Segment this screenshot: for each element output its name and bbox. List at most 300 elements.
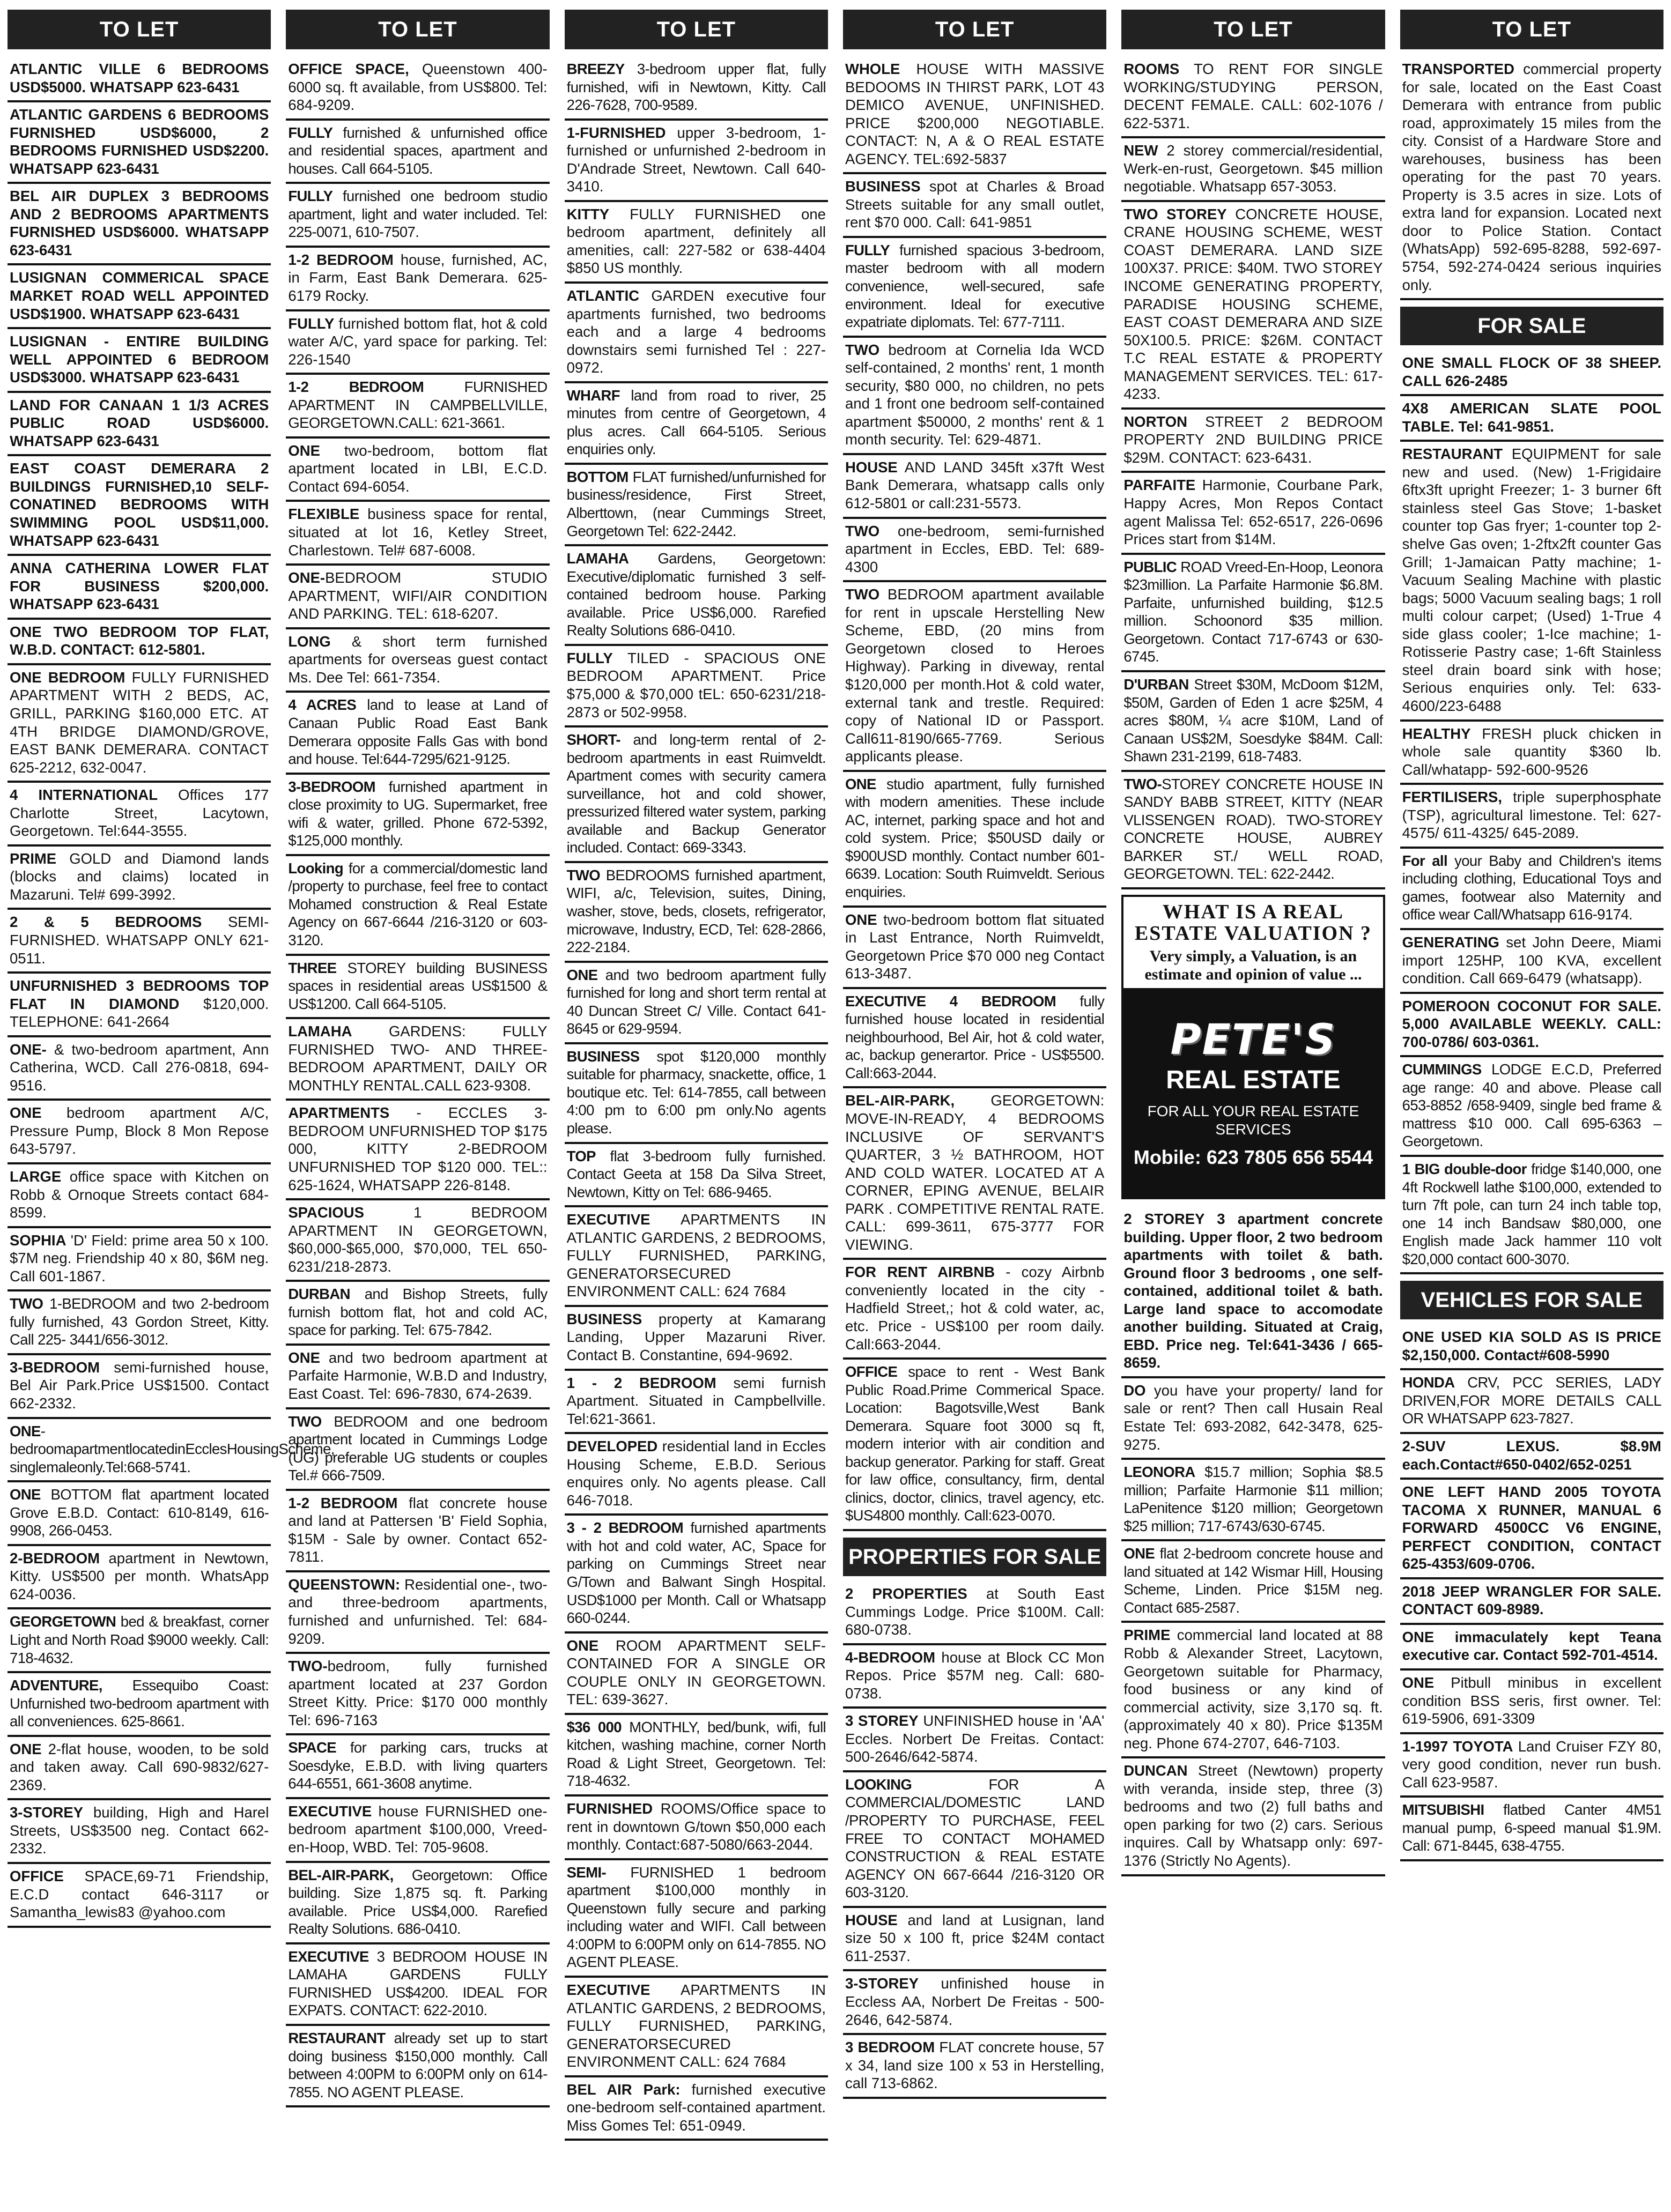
ad-text: CRV, PCC SERIES, LADY DRIVEN,FOR MORE DETAILS CALL OR WHATSAPP 623-7827. (1402, 1374, 1661, 1427)
ad-lead: NORTON (1123, 413, 1187, 430)
ad-text: ONE USED KIA SOLD AS IS PRICE $2,150,000. Contact#608-5990 (1402, 1328, 1661, 1363)
ad-lead: THREE (288, 959, 337, 976)
classified-ad (843, 1908, 1106, 1972)
classified-ad (8, 556, 271, 620)
classified-ad (1400, 1579, 1663, 1625)
classifieds-page (8, 10, 1663, 2206)
ad-lead: HONDA (1402, 1374, 1455, 1391)
ad-lead: FOR RENT AIRBNB (845, 1264, 995, 1281)
classified-ad (1400, 396, 1663, 442)
classified-ad (843, 772, 1106, 908)
ad-text: for a commercial/domestic land /property to purchase, feel free to contact Mohamed construction & Real Estate Agency on 667-6644 /216-3120 or 603-3120. (288, 859, 548, 948)
ad-lead: ONE- (288, 569, 326, 587)
ad-lead: FULLY (288, 188, 333, 205)
ad-text: 4X8 AMERICAN SLATE POOL TABLE. Tel: 641-9851. (1402, 400, 1661, 435)
classified-ad (8, 665, 271, 783)
ad-text: GARDENS: FULLY FURNISHED TWO- AND THREE-BEDROOM APARTMENT, DAILY OR MONTHLY RENTAL.CALL 623-9308. (288, 1023, 548, 1094)
classified-ad (1400, 1434, 1663, 1480)
ad-lead: 2 STOREY 3 apartment concrete building. (1123, 1210, 1383, 1245)
classified-ad (565, 1434, 828, 1516)
ad-text: bedroom, fully furnished apartment located at 237 Gordon Street Kitty. Price: $170 000 monthly Tel: 696-7163 (288, 1658, 548, 1728)
ad-text: property at Kamarang Landing, Upper Mazaruni River. Contact B. Constantine, 694-9692. (566, 1310, 826, 1363)
ad-lead: 4 ACRES (288, 696, 357, 714)
ad-text: BEDROOM and one bedroom apartment located in Cummings Lodge (UG) preferable UG students or couples Tel.# 666-7509. (288, 1413, 548, 1484)
ad-lead: LOOKING (845, 1776, 912, 1793)
vehicles-for-sale-ads (1400, 1325, 1663, 1861)
ad-text: APARTMENTS IN ATLANTIC GARDENS, 2 BEDROOMS, FULLY FURNISHED, PARKING, GENERATORSECURED ENVIRONMENT CALL: 624 7684 (566, 1981, 826, 2070)
ad-lead: HOUSE (845, 1911, 898, 1928)
promo-brand-logo: PETE'S (1170, 1016, 1336, 1065)
classified-ad (8, 783, 271, 847)
ad-text: UNFINISHED house in 'AA' Eccles. Norbert De Freitas. Contact: 500-2646/642-5874. (845, 1712, 1105, 1765)
classified-ad (286, 375, 549, 439)
ad-lead: OFFICE (845, 1363, 898, 1380)
promo-body (1123, 988, 1382, 1197)
ad-lead: WHOLE (845, 61, 900, 77)
promo-header (1123, 897, 1382, 988)
ad-lead: 1-2 BEDROOM (288, 251, 394, 268)
classified-ad (8, 265, 271, 329)
ad-lead: RESTAURANT (288, 2029, 386, 2046)
ad-lead: ONE (288, 442, 320, 459)
ad-text: HOUSE WITH MASSIVE BEDOOMS IN THIRST PARK, LOT 43 DEMICO AVENUE, UNFINISHED. PRICE $200,000 NEGOTIABLE. CONTACT: N, A & O REAL ESTATE AGENCY. TEL:692-5837 (845, 61, 1105, 167)
ad-text: Land Cruiser FZY 80, very good condition, never run bush. Call 623-9587. (1402, 1738, 1661, 1791)
classified-ad (1400, 722, 1663, 785)
column-2 (286, 10, 549, 2206)
classified-ad (286, 693, 549, 774)
ad-lead: 1-FURNISHED (566, 124, 666, 141)
promo-phone: Mobile: 623 7805 656 5544 (1133, 1146, 1373, 1169)
ad-lead: KITTY (566, 205, 610, 222)
ad-text: furnished executive one-bedroom self-contained apartment. Miss Gomes Tel: 651-0949. (566, 2081, 826, 2134)
ad-lead: GEORGETOWN (10, 1613, 116, 1630)
classified-ad (286, 1491, 549, 1572)
classified-ad (286, 184, 549, 248)
ad-text: 3-bedroom upper flat, fully furnished, wifi in Newtown, Kitty. Call 226-7628, 700-9589. (566, 61, 826, 114)
ad-text: BEDROOMS furnished apartment, WIFI, a/c, Television, suites, Dining, washer, stove, beds, closets, refrigerator, microwave, Industry, ECD, Tel: 628-2866, 222-2184. (566, 866, 826, 956)
classified-ad (1121, 202, 1385, 410)
classified-ad (1400, 849, 1663, 930)
ad-lead: ONE (10, 1104, 42, 1122)
ad-lead: RESTAURANT (1402, 446, 1503, 463)
classified-ad (1400, 1157, 1663, 1274)
ad-lead: 3 - 2 BEDROOM (566, 1519, 684, 1536)
classified-ad (565, 646, 828, 728)
section-heading-properties-for-sale: PROPERTIES FOR SALE (843, 1538, 1106, 1576)
classified-ad (565, 1371, 828, 1435)
classified-ad (843, 1582, 1106, 1645)
classified-ad (286, 502, 549, 566)
ad-lead: ROOMS (1123, 61, 1180, 77)
classified-ad (565, 1715, 828, 1797)
ad-text: LODGE E.C.D, Preferred age range: 40 and above. Please call 653-8852 /658-9409, single bed frame & mattress $10 000. Call 695-6363 – Georgetown. (1402, 1061, 1661, 1150)
ad-text: furnished one bedroom studio apartment, light and water included. Tel: 225-0071, 610-7507. (288, 188, 548, 241)
ad-text: flatbed Canter 4M51 manual pump, 6-speed manual $1.9M. Call: 671-8445, 638-4755. (1402, 1801, 1661, 1854)
column-header: TO LET (565, 10, 828, 49)
column-header: TO LET (8, 10, 271, 49)
ad-text: and land at Lusignan, land size 50 x 100 ft, price $24M contact 611-2537. (845, 1911, 1105, 1964)
ad-list (843, 57, 1106, 2206)
classified-ad (286, 1101, 549, 1200)
classified-ad (8, 1482, 271, 1546)
ad-lead: BUSINESS (845, 178, 921, 195)
ad-lead: PUBLIC (1123, 558, 1177, 575)
ad-lead: FLEXIBLE (288, 506, 360, 523)
ad-text: Street $30M, McDoom $12M, $50M, Garden of Eden 1 acre $25M, 4 acres $80M, ¼ acre $10M, Land of Canaan US$2M, Soesdyke $84M. Call: Shawn 231-2199, 618-7483. (1123, 676, 1383, 765)
classified-ad (8, 393, 271, 457)
ad-list (286, 57, 549, 2206)
classified-ad (1121, 57, 1385, 138)
classified-ad (565, 284, 828, 383)
classified-ad (8, 1546, 271, 1610)
ad-text: for parking cars, trucks at Soesdyke, E.B.D. with living quarters 644-6551, 661-3608 anytime. (288, 1739, 548, 1792)
ad-text: ONE LEFT HAND 2005 TOYOTA TACOMA X RUNNER, MANUAL 6 FORWARD 4500CC V6 ENGINE, PERFECT CONDITION, CONTACT 625-4353/609-0706. (1402, 1483, 1661, 1572)
ad-text: FLAT furnished/unfurnished for business/residence, First Street, Alberttown, (near Cummings Street, Georgetown Tel: 622-2442. (566, 468, 826, 539)
classified-ad (565, 1144, 828, 1208)
ad-lead: BEL AIR Park: (566, 2081, 681, 2098)
classified-ad (8, 1037, 271, 1101)
section-heading-vehicles-for-sale: VEHICLES FOR SALE (1400, 1281, 1663, 1319)
ad-text: AND LAND 345ft x37ft West Bank Demerara, whatsapp calls only 612-5801 or call:231-5573. (845, 458, 1105, 512)
ad-lead: 3-BEDROOM (288, 778, 375, 795)
classified-ad (8, 1864, 271, 1928)
classified-ad (1400, 1671, 1663, 1734)
ad-text: commercial land located at 88 Robb & Alexander Street, Lacytown, Georgetown suitable for Pharmacy, food business or any kind of commercial activity, size 3,170 sq. ft. (approximately 40 x 80). Price $135M neg. Phone 674-2707, 646-7103. (1123, 1627, 1383, 1751)
ad-list (565, 57, 828, 2206)
classified-ad (286, 1409, 549, 1491)
ad-lead: BEL-AIR-PARK, (288, 1866, 394, 1883)
classified-ad (1400, 994, 1663, 1058)
ad-lead: LAMAHA (566, 550, 629, 567)
ad-lead: TWO- (1123, 775, 1162, 792)
ad-text: FLAT concrete house, 57 x 34, land size 100 x 53 in Herstelling, call 713-6862. (845, 2039, 1105, 2092)
ad-text: APARTMENTS IN ATLANTIC GARDENS, 2 BEDROOMS, FULLY FURNISHED, PARKING, GENERATORSECURED ENVIRONMENT CALL: 624 7684 (566, 1211, 826, 1300)
ad-text: two-bedroom, bottom flat apartment located in LBI, E.C.D. Contact 694-6054. (288, 442, 548, 495)
ad-lead: ONE (845, 911, 877, 928)
ad-lead: ONE (1402, 1674, 1435, 1691)
ad-text: TO RENT FOR SINGLE WORKING/STUDYING PERSON, DECENT FEMALE. CALL: 602-1076 / 622-5371. (1123, 61, 1383, 131)
to-let-ads (1121, 57, 1385, 889)
ad-lead: TWO STOREY (1123, 205, 1227, 222)
ad-lead: 3-BEDROOM (10, 1359, 100, 1376)
classified-ad (843, 2035, 1106, 2099)
ad-lead: EXECUTIVE (288, 1802, 372, 1820)
ad-text: and long-term rental of 2-bedroom apartments in east Ruimveldt. Apartment comes with security camera surveillance, hot and cold shower, pressurized filtered water system, parking available and Backup Generator included. Contact: 669-3343. (566, 731, 826, 856)
ad-text: unfinished house in Eccless AA, Norbert De Freitas - 500-2646, 642-5874. (845, 1975, 1105, 2028)
classified-ad (1400, 351, 1663, 396)
ad-lead: BUSINESS (566, 1310, 642, 1327)
ad-text: studio apartment, fully furnished with modern amenities. These include AC, internet, parking space and hot and cold system. Price; $50USD daily or $900USD monthly. Contact number 601-6639. Location: South Ruimveldt. Serious enquiries. (845, 775, 1105, 900)
ad-text: BEDROOM STUDIO APARTMENT, WIFI/AIR CONDITION AND PARKING. TEL: 618-6207. (288, 569, 548, 622)
classified-ad (286, 856, 549, 956)
ad-lead: 4 INTERNATIONAL (10, 786, 158, 804)
ad-lead: LARGE (10, 1168, 62, 1185)
ad-text: Offices 177 Charlotte Street, Lacytown, Georgetown. Tel:644-3555. (10, 786, 269, 840)
classified-ad (286, 311, 549, 375)
classified-ad (565, 1044, 828, 1144)
classified-ad (286, 956, 549, 1020)
ad-text: furnished bottom flat, hot & cold water A/C, yard space for parking. Tel: 226-1540 (288, 315, 548, 368)
classified-ad (8, 329, 271, 393)
ad-lead: APARTMENTS (288, 1104, 390, 1122)
classified-ad (565, 465, 828, 546)
classified-ad (1121, 1758, 1385, 1876)
ad-text: FULLY FURNISHED one bedroom apartment, definitely all amenities, call: 227-582 or 638-4404 $850 US monthly. (566, 205, 826, 277)
ad-text: GEORGETOWN: MOVE-IN-READY, 4 BEDROOMS INCLUSIVE OF SERVANT'S QUARTER, 3 ½ BATHROOM, HOT AND COLD WATER. LOCATED AT A CORNER, EPING AVENUE, BELAIR PARK . COMPETITIVE RENTAL RATE. CALL: 699-3611, 675-3777 FOR VIEWING. (845, 1092, 1105, 1253)
ad-text: -bedroomapartmentlocatedinEcclesHousingScheme, singlemaleonly.Tel:668-5741. (10, 1422, 335, 1475)
ad-lead: SPACIOUS (288, 1204, 364, 1221)
classified-ad (286, 439, 549, 502)
to-let-ads (1400, 57, 1663, 300)
ad-text: & short term furnished apartments for overseas guest contact Ms. Dee Tel: 661-7354. (288, 633, 548, 686)
ad-lead: OFFICE SPACE, (288, 61, 409, 77)
ad-text: space to rent - West Bank Public Road.Prime Commerical Space. Location: Bagotsville,West Bank Demerara. Square foot 3000 sq ft, modern interior with air condition and backup generator. Parking for staff. Great for law office, consultancy, firm, dental clinics, doctor, clinics, travel agency, etc. $US4800 monthly. Call:623-0070. (845, 1363, 1105, 1524)
classified-ad (843, 1645, 1106, 1709)
ad-text: house FURNISHED one-bedroom apartment $100,000, Vreed-en-Hoop, WBD. Tel: 705-9608. (288, 1802, 548, 1856)
column-header: TO LET (843, 10, 1106, 49)
ad-text: already set up to start doing business $150,000 monthly. Call between 4:00PM to 6:00PM only on 614-7855. NO AGENT PLEASE. (288, 2029, 548, 2100)
classified-ad (565, 546, 828, 646)
ad-lead: ONE (10, 1422, 41, 1439)
column-4 (843, 10, 1106, 2206)
ad-text: one-bedroom, semi-furnished apartment in Eccles, EBD. Tel: 689-4300 (845, 522, 1105, 575)
ad-lead: LONG (288, 633, 331, 650)
ad-lead: 3-STOREY (845, 1975, 919, 1992)
classified-ad (286, 1019, 549, 1101)
column-header: TO LET (286, 10, 549, 49)
more-real-estate-ads (1121, 1207, 1385, 1876)
ad-lead: DEVELOPED (566, 1438, 658, 1455)
ad-text: Gardens, Georgetown: Executive/diplomatic furnished 3 self-contained bedroom house. Parking available. Price US$6,000. Rarefied Realty Solutions 686-0410. (566, 550, 826, 639)
ad-lead: 1-2 BEDROOM (288, 1494, 398, 1511)
classified-ad (8, 1228, 271, 1292)
ad-text: LUSIGNAN COMMERICAL SPACE MARKET ROAD WELL APPOINTED USD$1900. WHATSAPP 623-6431 (10, 269, 269, 322)
ad-lead: 2 PROPERTIES (845, 1585, 967, 1602)
column-3 (565, 10, 828, 2206)
ad-list (1400, 57, 1663, 2206)
ad-text: flat 2-bedroom concrete house and land situated at 142 Wismar Hill, Housing Scheme, Linden. Price $15M neg. Contact 685-2587. (1123, 1545, 1383, 1616)
ad-lead: DUNCAN (1123, 1762, 1188, 1779)
classified-ad (8, 1800, 271, 1864)
ad-lead: QUEENSTOWN: (288, 1576, 401, 1593)
ad-text: $15.7 million; Sophia $8.5 million; Parfaite Harmonie $11 million; LaPenitence $120 million; Georgetown $25 million; 717-6743/630-6745. (1123, 1464, 1383, 1534)
classified-ad (8, 184, 271, 265)
ad-text: FURNISHED APARTMENT IN CAMPBELLVILLE, GEORGETOWN.CALL: 621-3661. (288, 378, 548, 432)
classified-ad (565, 383, 828, 465)
classified-ad (8, 974, 271, 1037)
ad-text: POMEROON COCONUT FOR SALE. 5,000 AVAILABLE WEEKLY. CALL: 700-0786/ 603-0361. (1402, 997, 1661, 1050)
ad-text: you have your property/ land for sale or rent? Then call Husain Real Estate Tel: 693-2082, 642-3478, 625-9275. (1123, 1382, 1383, 1453)
ad-text: 2018 JEEP WRANGLER FOR SALE. CONTACT 609-8989. (1402, 1583, 1661, 1618)
classified-ad (1400, 442, 1663, 721)
ad-text: SEMI-FURNISHED. WHATSAPP ONLY 621-0511. (10, 914, 269, 967)
ad-lead: TWO (10, 1295, 43, 1312)
ad-lead: ATLANTIC (566, 287, 640, 305)
ad-text: and two bedroom apartment at Parfaite Harmonie, W.B.D and Industry, East Coast. Tel: 696-7830, 674-2639. (288, 1349, 548, 1402)
ad-text: ROOM APARTMENT SELF-CONTAINED FOR A SINGLE OR COUPLE ONLY IN GEORGETOWN. TEL: 639-3627. (566, 1637, 826, 1708)
ad-lead: ONE (288, 1349, 320, 1366)
classified-ad (565, 1634, 828, 1715)
ad-lead: SHORT- (566, 731, 620, 748)
classified-ad (843, 1772, 1106, 1908)
classified-ad (565, 863, 828, 963)
ad-lead: LAMAHA (288, 1023, 352, 1040)
ad-text: LAND FOR CANAAN 1 1/3 ACRES PUBLIC ROAD USD$6000. WHATSAPP 623-6431 (10, 396, 269, 449)
ad-lead: SPACE (288, 1739, 337, 1756)
classified-ad (565, 1207, 828, 1307)
ad-text: land to lease at Land of Canaan Public Road East Bank Demerara opposite Falls Gas with bond and house. Tel:644-7295/621-9125. (288, 696, 548, 768)
ad-text: land from road to river, 25 minutes from centre of Georgetown, 4 plus acres. Call 664-5105. Serious enquiries only. (566, 387, 826, 458)
classified-ad (565, 963, 828, 1044)
ad-lead: BREEZY (566, 61, 625, 77)
ad-lead: BEL-AIR-PARK, (845, 1092, 955, 1109)
classified-ad (286, 1735, 549, 1799)
classified-ad (8, 1673, 271, 1737)
ad-lead: TWO (845, 586, 880, 603)
classified-ad (1400, 1370, 1663, 1434)
ad-text: and two bedroom apartment fully furnished for long and short term rental at 40 Duncan Street C/ Ville. Contact 641-8645 or 629-9594. (566, 966, 826, 1037)
ad-lead: FULLY (566, 649, 613, 666)
ad-text: flat 3-bedroom fully furnished. Contact Geeta at 158 Da Silva Street, Newtown, Kitty on Tel: 686-9465. (566, 1147, 826, 1200)
ad-lead: ONE (566, 966, 598, 983)
ad-text: FULLY FURNISHED APARTMENT WITH 2 BEDS, AC, GRILL, PARKING $160,000 ETC. AT 4TH BRIDGE DIAMOND/GROVE, EAST BANK DEMERARA. CONTACT 625-2212, 632-0047. (10, 669, 269, 776)
ad-text: FOR A COMMERCIAL/DOMESTIC LAND /PROPERTY TO PURCHASE, FEEL FREE TO CONTACT MOHAMED CONSTRUCTION & REAL ESTATE AGENCY ON 667-6644 /216-3120 OR 603-3120. (845, 1776, 1105, 1901)
classified-ad (565, 728, 828, 863)
ad-lead: GENERATING (1402, 933, 1499, 951)
real-estate-promo-banner (1121, 895, 1385, 1199)
ad-text: ATLANTIC GARDENS 6 BEDROOMS FURNISHED USD$6000, 2 BEDROOMS FURNISHED USD$2200. WHATSAPP 623-6431 (10, 106, 269, 177)
section-heading-for-sale: FOR SALE (1400, 307, 1663, 345)
classified-ad (1400, 1325, 1663, 1370)
ad-text: furnished apartments with hot and cold water, AC, Space for parking on Cummings Street near G/Town and Balwant Singh Hospital. USD$1000 per Month. Call or Whatsapp 660-0244. (566, 1519, 826, 1627)
ad-text: ATLANTIC VILLE 6 BEDROOMS USD$5000. WHATSAPP 623-6431 (10, 61, 269, 95)
ad-text: GARDEN executive four apartments furnished, two bedrooms each and a large 4 bedrooms downstairs semi furnished Tel : 227-0972. (566, 287, 826, 376)
classified-ad (565, 1978, 828, 2077)
classified-ad (1121, 555, 1385, 672)
ad-lead: 3-STOREY (10, 1804, 84, 1821)
ad-text: set John Deere, Miami import 125HP, 100 KVA, excellent condition. Call 669-6479 (whatsapp). (1402, 933, 1661, 987)
classified-ad (843, 238, 1106, 338)
classified-ad (8, 910, 271, 974)
classified-ad (8, 102, 271, 184)
ad-lead: 4-BEDROOM (845, 1649, 936, 1666)
classified-ad (8, 1291, 271, 1355)
classified-ad (1400, 1480, 1663, 1579)
classified-ad (286, 1572, 549, 1654)
ad-text: bed & breakfast, corner Light and North Road $9000 weekly. Call: 718-4632. (10, 1613, 269, 1666)
ad-lead: 3 STOREY (845, 1712, 919, 1729)
classified-ad (1400, 1734, 1663, 1798)
ad-text: Pitbull minibus in excellent condition BSS seris, first owner. Tel: 619-5906, 691-3309 (1402, 1674, 1661, 1727)
ad-text: flat concrete house and land at Pattersen 'B' Field Sophia, $15M - Sale by owner. Contact 652-7811. (288, 1494, 548, 1565)
classified-ad (8, 57, 271, 102)
classified-ad (1121, 1541, 1385, 1623)
ad-lead: HEALTHY (1402, 725, 1471, 742)
ad-lead: CUMMINGS (1402, 1061, 1482, 1078)
classified-ad (286, 1346, 549, 1409)
ad-lead: TWO (566, 866, 601, 884)
classified-ad (286, 1200, 549, 1282)
ad-text: immaculately kept Teana executive car. Contact 592-701-4514. (1402, 1628, 1661, 1664)
ad-lead: PRIME (10, 850, 57, 867)
classified-ad (843, 1360, 1106, 1531)
ad-text: building, High and Harel Streets, US$3500 neg. Contact 662-2332. (10, 1804, 269, 1857)
ad-lead: 3 BEDROOM (845, 2039, 935, 2056)
ad-lead: FULLY (288, 315, 335, 332)
ad-lead: TWO (845, 341, 880, 358)
ad-lead: EXECUTIVE (566, 1981, 650, 1998)
ad-lead: PARFAITE (1123, 477, 1196, 494)
classified-ad (565, 1797, 828, 1860)
classified-ad (1400, 1057, 1663, 1157)
classified-ad (8, 620, 271, 665)
classified-ad (286, 121, 549, 184)
ad-text: residential land in Eccles Housing Scheme, E.B.D. Serious enquires only. No agents please. Call 646-7018. (566, 1438, 826, 1509)
classified-ad (843, 338, 1106, 455)
classified-ad (1121, 1207, 1385, 1378)
promo-subtitle: Very simply, a Valuation, is an estimate and opinion of value ... (1144, 947, 1362, 983)
classified-ad (286, 2026, 549, 2107)
ad-lead: TWO- (288, 1658, 328, 1675)
classified-ad (843, 1260, 1106, 1360)
ad-lead: PRIME (1123, 1627, 1171, 1644)
ad-text: ROAD Vreed-En-Hoop, Leonora $23million. La Parfaite Harmonie $6.8M. Parfaite, unfurnished building, $12.5 million. Schoonord $35 million. Georgetown. Contact 717-6743 or 630-6745. (1123, 558, 1383, 665)
ad-text: Upper floor, 2 two bedroom apartments with toilet & bath. Ground floor 3 bedrooms , one self-contained, additional toilet & bath. Large land space to accomodate another building. Situated at Craig, EBD. Price neg. Tel:641-3436 / 665-8659. (1123, 1228, 1383, 1371)
ad-text: EQUIPMENT for sale new and used. (New) 1-Frigidaire 6ftx3ft upright Freezer; 1- 3 burner 6ft stainless steel Gas Stove; 1-basket counter top Gas fryer; 1-counter top 2-shelve Gas oven; 1-2ftx2ft counter Gas Grill; 1-Jamaican Patty machine; 1-Vacuum Sealing Machine with plastic bags; 5000 Vacuum sealing bags; 1 roll multi colour carpet; (Used) 1-True 4 side glass cooler; 1-Ice machine; 1-Rotisserie Pastry case; 1-6ft Stainless steel drain board sink with hose; Serious enquiries only. Tel: 633-4600/223-6488 (1402, 446, 1661, 714)
ad-lead: UNFURNISHED 3 BEDROOMS TOP FLAT IN DIAMOND (10, 977, 269, 1012)
ad-lead: FULLY (845, 241, 890, 258)
classified-ad (843, 989, 1106, 1089)
classified-ad (1400, 930, 1663, 994)
classified-ad (8, 1164, 271, 1228)
classified-ad (1400, 785, 1663, 849)
ad-text: ONE SMALL FLOCK OF 38 SHEEP. CALL 626-2485 (1402, 354, 1661, 389)
ad-text: and Bishop Streets, fully furnish bottom flat, hot and cold AC, space for parking. Tel: 675-7842. (288, 1286, 548, 1339)
classified-ad (565, 121, 828, 202)
ad-text: ANNA CATHERINA LOWER FLAT FOR BUSINESS $200,000. WHATSAPP 623-6431 (10, 560, 269, 613)
classified-ad (8, 1101, 271, 1164)
ad-text: Harmonie, Courbane Park, Happy Acres, Mon Repos Contact agent Malissa Tel: 652-6517, 226-0696 Prices start from $14M. (1123, 477, 1383, 548)
ad-lead: EXECUTIVE (288, 1948, 369, 1965)
classified-ad (286, 1799, 549, 1863)
classified-ad (286, 1863, 549, 1944)
classified-ad (8, 847, 271, 910)
ad-lead: FULLY (288, 124, 333, 141)
ad-lead: BOTTOM (566, 468, 629, 485)
classified-ad (1400, 1625, 1663, 1671)
properties-for-sale-ads (843, 1582, 1106, 2099)
ad-text: $120,000. TELEPHONE: 641-2664 (10, 995, 269, 1030)
ad-text: Queenstown 400-6000 sq. ft available, from US$800. Tel: 684-9209. (288, 61, 548, 114)
column-header: TO LET (1121, 10, 1385, 49)
ad-lead: FERTILISERS, (1402, 789, 1503, 806)
ad-lead: TRANSPORTED (1402, 61, 1514, 77)
ad-text: - cozy Airbnb conveniently located in the city - Hadfield Street,; hot & cold water, ac, etc. Price - US$100 per room daily. Call:663-2044. (845, 1264, 1105, 1353)
ad-text: spot $120,000 monthly suitable for pharmacy, snackette, office, 1 boutique etc. Tel: 614-7855, call between 4:00 pm to 6:00 pm only.No agents please. (566, 1048, 826, 1137)
ad-text: BOTTOM flat apartment located Grove E.B.D. Contact: 610-8149, 616-9908, 266-0453. (10, 1486, 269, 1539)
ad-text: MONTHLY, bed/bunk, wifi, full kitchen, washing machine, corner North Road & Light Street, Georgetown. Tel: 718-4632. (566, 1718, 826, 1790)
ad-text: 'D' Field: prime area 50 x 100. $7M neg. Friendship 40 x 80, $6M neg. Call 601-1867. (10, 1231, 269, 1285)
ad-lead: TWO (845, 522, 880, 539)
classified-ad (1121, 1378, 1385, 1460)
ad-lead: HOUSE (845, 458, 898, 476)
ad-text: apartment in Newtown, Kitty. US$500 per month. WhatsApp 624-0036. (10, 1549, 269, 1602)
classified-ad (1400, 1798, 1663, 1861)
classified-ad (843, 908, 1106, 989)
ad-text: furnished & unfurnished office and residential spaces, apartment and houses. Call 664-5105. (288, 124, 548, 177)
ad-lead: DO (1123, 1382, 1146, 1399)
ad-lead: SOPHIA (10, 1231, 66, 1249)
